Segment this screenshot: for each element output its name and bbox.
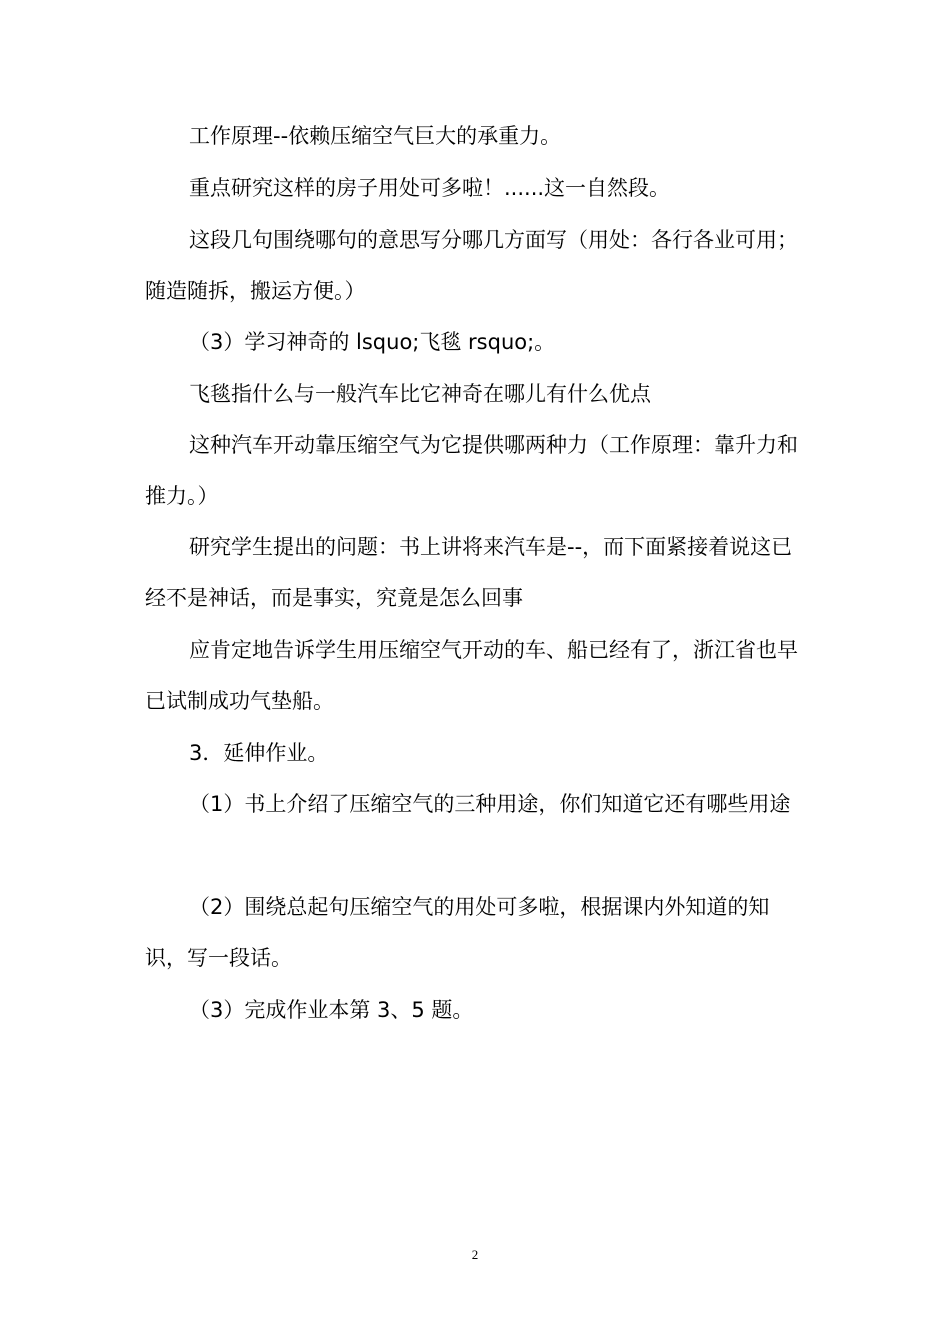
paragraph-student-question: 研究学生提出的问题：书上讲将来汽车是--，而下面紧接着说这已经不是神话，而是事实，究竟是怎么回事 [145,535,793,610]
paragraph-section-3: （3）学习神奇的 lsquo;飞毯 rsquo;。 [189,330,556,354]
paragraph-working-principle: 工作原理--依赖压缩空气巨大的承重力。 [189,124,562,148]
paragraph-flying-carpet: 飞毯指什么与一般汽车比它神奇在哪儿有什么优点 [189,382,651,406]
paragraph-homework-title: 3．延伸作业。 [189,741,329,765]
page-number: 2 [471,1247,479,1262]
paragraph-homework-1: （1）书上介绍了压缩空气的三种用途，你们知道它还有哪些用途 [189,792,791,816]
paragraph-key-study: 重点研究这样的房子用处可多啦！......这一自然段。 [189,176,671,200]
paragraph-hovercraft: 应肯定地告诉学生用压缩空气开动的车、船已经有了，浙江省也早已试制成功气垫船。 [145,638,798,713]
paragraph-homework-3: （3）完成作业本第 3、5 题。 [189,998,474,1022]
paragraph-question-uses: 这段几句围绕哪句的意思写分哪几方面写（用处：各行各业可用；随造随拆，搬运方便。） [145,228,798,303]
paragraph-homework-2: （2）围绕总起句压缩空气的用处可多啦，根据课内外知道的知识，写一段话。 [145,895,770,970]
paragraph-two-forces: 这种汽车开动靠压缩空气为它提供哪两种力（工作原理：靠升力和推力。） [145,433,798,508]
